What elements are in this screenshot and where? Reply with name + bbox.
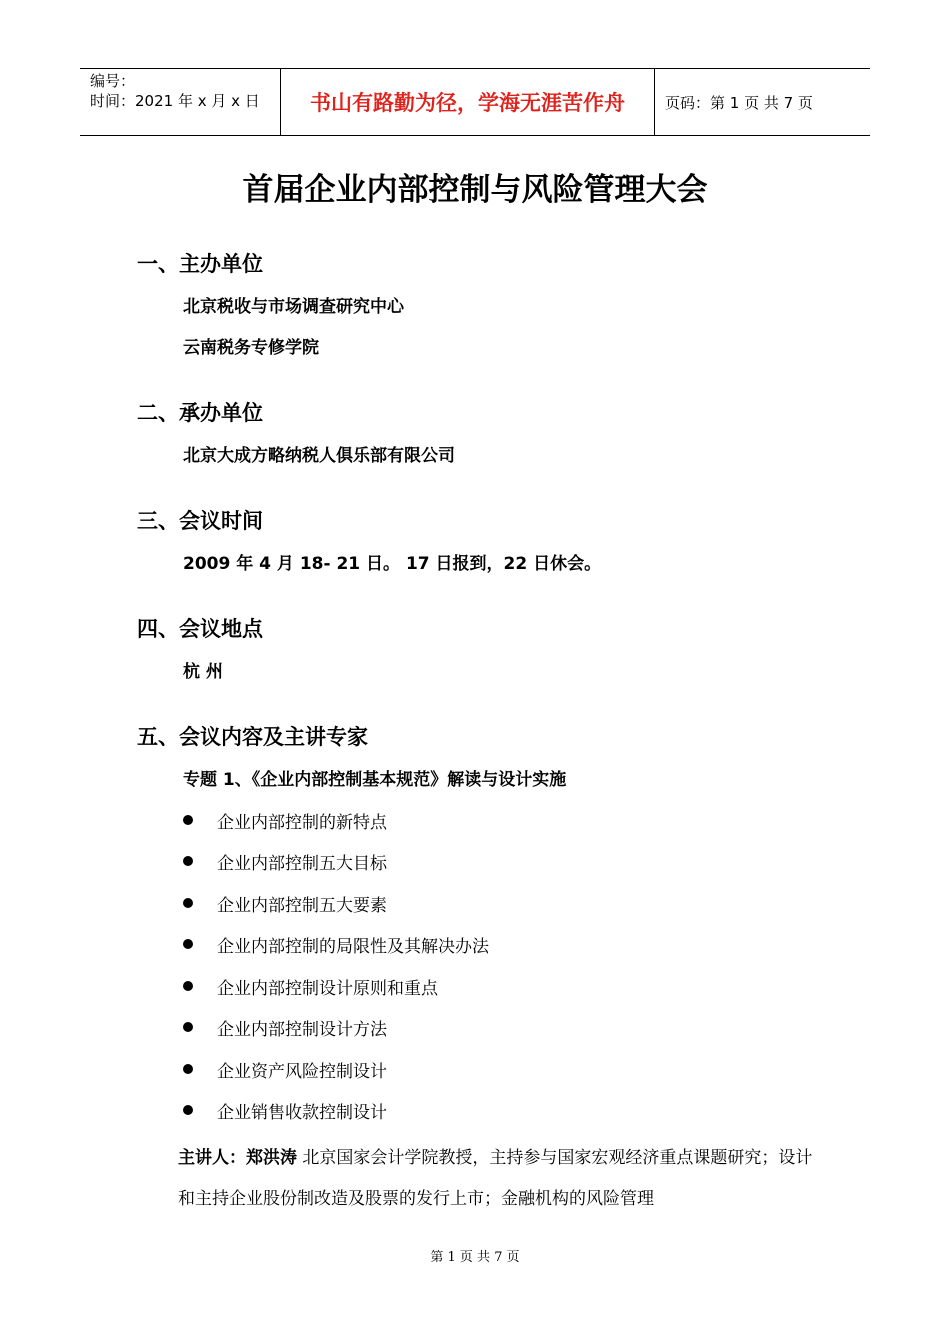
- list-item-text: 企业内部控制五大目标: [217, 853, 387, 874]
- bullet-icon: [183, 1064, 193, 1074]
- bullet-icon: [183, 939, 193, 949]
- section-heading-organizer: 一、主办单位: [137, 252, 263, 276]
- topic-title: 专题 1、《企业内部控制基本规范》解读与设计实施: [183, 770, 567, 790]
- section-location-line-1: 杭 州: [183, 662, 223, 682]
- section-heading-host: 二、承办单位: [137, 401, 263, 425]
- section-time-line-1: 2009 年 4 月 18- 21 日。 17 日报到，22 日休会。: [183, 554, 602, 574]
- speaker-paragraph: [178, 1138, 818, 1220]
- list-item-text: 企业内部控制的新特点: [217, 812, 387, 833]
- list-item-text: 企业内部控制设计原则和重点: [217, 978, 438, 999]
- list-item-text: 企业内部控制五大要素: [217, 895, 387, 916]
- list-item: [183, 890, 387, 916]
- speaker-bio: 北京国家会计学院教授，主持参与国家宏观经济重点课题研究；设计和主持企业股份制改造及股票的发行上市；金融机构的风险管理: [178, 1148, 813, 1209]
- bullet-icon: [183, 981, 193, 991]
- list-item: [183, 807, 387, 833]
- bullet-icon: [183, 898, 193, 908]
- header-meta-cell: [80, 69, 281, 135]
- bullet-icon: [183, 815, 193, 825]
- section-heading-location: 四、会议地点: [137, 617, 263, 641]
- list-item-text: 企业资产风险控制设计: [217, 1061, 387, 1082]
- page-header: [80, 68, 870, 136]
- list-item: [183, 973, 438, 999]
- header-number-label: 编号：: [90, 72, 136, 90]
- list-item: [183, 1014, 387, 1040]
- list-item: [183, 1056, 387, 1082]
- list-item-text: 企业内部控制设计方法: [217, 1019, 387, 1040]
- speaker-label: 主讲人：郑洪涛: [178, 1148, 297, 1168]
- section-organizer-line-2: 云南税务专修学院: [183, 338, 319, 358]
- header-page-info: 页码：第 1 页 共 7 页: [665, 93, 813, 112]
- section-organizer-line-1: 北京税收与市场调查研究中心: [183, 297, 404, 317]
- document-title: 首届企业内部控制与风险管理大会: [242, 172, 708, 208]
- bullet-icon: [183, 1105, 193, 1115]
- list-item: [183, 931, 489, 957]
- bullet-icon: [183, 856, 193, 866]
- section-host-line-1: 北京大成方略纳税人俱乐部有限公司: [183, 446, 455, 466]
- section-heading-content: 五、会议内容及主讲专家: [137, 725, 368, 749]
- section-heading-time: 三、会议时间: [137, 509, 263, 533]
- bullet-icon: [183, 1022, 193, 1032]
- list-item-text: 企业内部控制的局限性及其解决办法: [217, 936, 489, 957]
- header-time-label: 时间：2021 年 x 月 x 日: [90, 92, 260, 110]
- list-item-text: 企业销售收款控制设计: [217, 1102, 387, 1123]
- page-footer: 第 1 页 共 7 页: [430, 1250, 520, 1265]
- list-item: [183, 1097, 387, 1123]
- list-item: [183, 848, 387, 874]
- header-motto: 书山有路勤为径，学海无涯苦作舟: [281, 69, 655, 135]
